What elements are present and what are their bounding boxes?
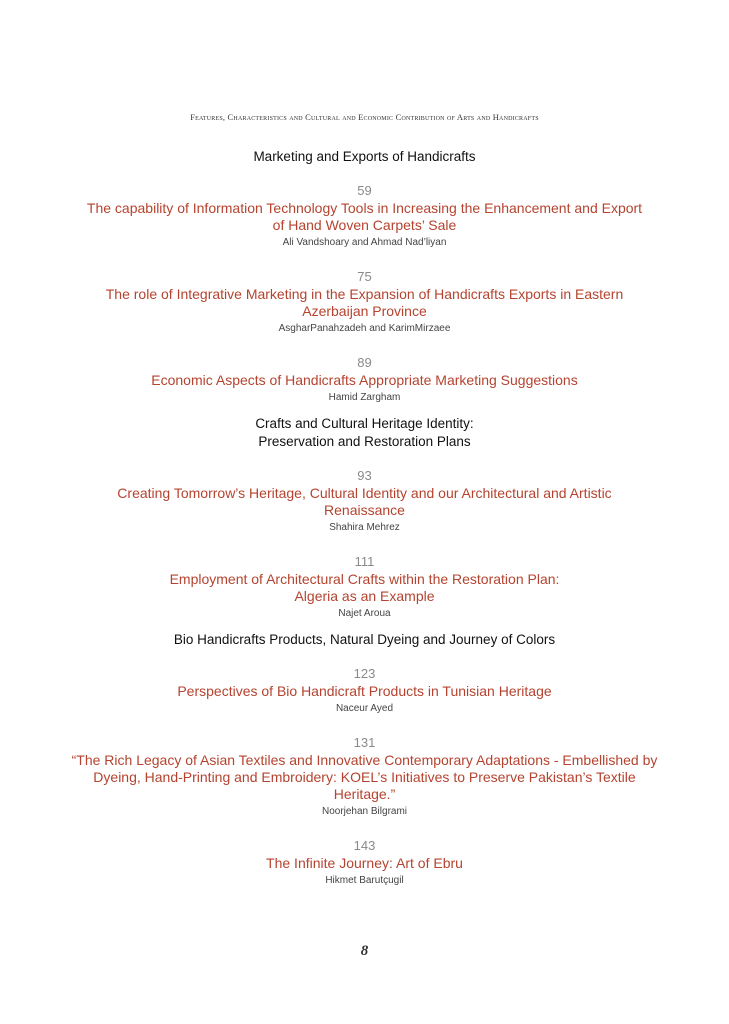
toc-entry[interactable]: [0, 666, 729, 715]
entry-title[interactable]: Perspectives of Bio Handicraft Products in Tunisian Heritage: [177, 683, 552, 699]
toc-entry[interactable]: [0, 269, 729, 335]
entry-author: Noorjehan Bilgrami: [321, 806, 408, 817]
entry-author: Hikmet Barutçugil: [325, 875, 404, 886]
entry-title-line: Employment of Architectural Crafts within the Restoration Plan:: [169, 571, 560, 587]
entry-title[interactable]: The capability of Information Technology Tools in Increasing the Enhancement and Export of Hand Woven Carpets’ Sale: [86, 200, 643, 233]
entry-page-number: 93: [357, 468, 372, 483]
entry-page-number: 131: [353, 735, 376, 750]
section-heading: [0, 415, 729, 451]
entry-title[interactable]: The Infinite Journey: Art of Ebru: [266, 855, 463, 871]
section-heading-line: Crafts and Cultural Heritage Identity:: [255, 416, 474, 431]
entry-page-number: 89: [357, 355, 372, 370]
entry-title[interactable]: Economic Aspects of Handicrafts Appropriate Marketing Suggestions: [151, 372, 578, 388]
running-head: Features, Characteristics and Cultural and Economic Contribution of Arts and Handicrafts: [190, 112, 539, 122]
page-number: 8: [360, 943, 369, 959]
entry-title[interactable]: “The Rich Legacy of Asian Textiles and Innovative Contemporary Adaptations - Embellished by Dyeing, Hand-Printing and Embroidery: KOEL’s Initiatives to Preserve Pakistan’s Textile Heritage.”: [71, 752, 658, 802]
entry-page-number: 143: [353, 838, 376, 853]
entry-page-number: 59: [357, 183, 372, 198]
toc-entry[interactable]: [0, 183, 729, 249]
entry-title[interactable]: [85, 571, 645, 605]
entry-page-number: 123: [353, 666, 376, 681]
entry-author: Ali Vandshoary and Ahmad Nad’liyan: [282, 237, 447, 248]
toc-entry[interactable]: [0, 355, 729, 404]
table-of-contents: [0, 148, 729, 907]
toc-entry[interactable]: [0, 838, 729, 887]
entry-title-line: Algeria as an Example: [294, 588, 435, 604]
entry-page-number: 111: [354, 554, 375, 569]
entry-author: Shahira Mehrez: [329, 522, 400, 533]
toc-entry[interactable]: [0, 554, 729, 620]
toc-entry[interactable]: [0, 735, 729, 818]
entry-page-number: 75: [357, 269, 372, 284]
section-heading: Marketing and Exports of Handicrafts: [253, 149, 476, 164]
entry-author: Naceur Ayed: [335, 703, 394, 714]
entry-author: Hamid Zargham: [328, 392, 401, 403]
section-heading-line: Preservation and Restoration Plans: [258, 434, 471, 449]
entry-title[interactable]: Creating Tomorrow’s Heritage, Cultural Identity and our Architectural and Artistic Renaissance: [117, 485, 612, 518]
entry-author: AsgharPanahzadeh and KarimMirzaee: [278, 323, 451, 334]
entry-author: Najet Aroua: [338, 608, 391, 619]
entry-title[interactable]: The role of Integrative Marketing in the Expansion of Handicrafts Exports in Eastern Azerbaijan Province: [105, 286, 624, 319]
section-heading: Bio Handicrafts Products, Natural Dyeing and Journey of Colors: [173, 632, 556, 647]
toc-entry[interactable]: [0, 468, 729, 534]
